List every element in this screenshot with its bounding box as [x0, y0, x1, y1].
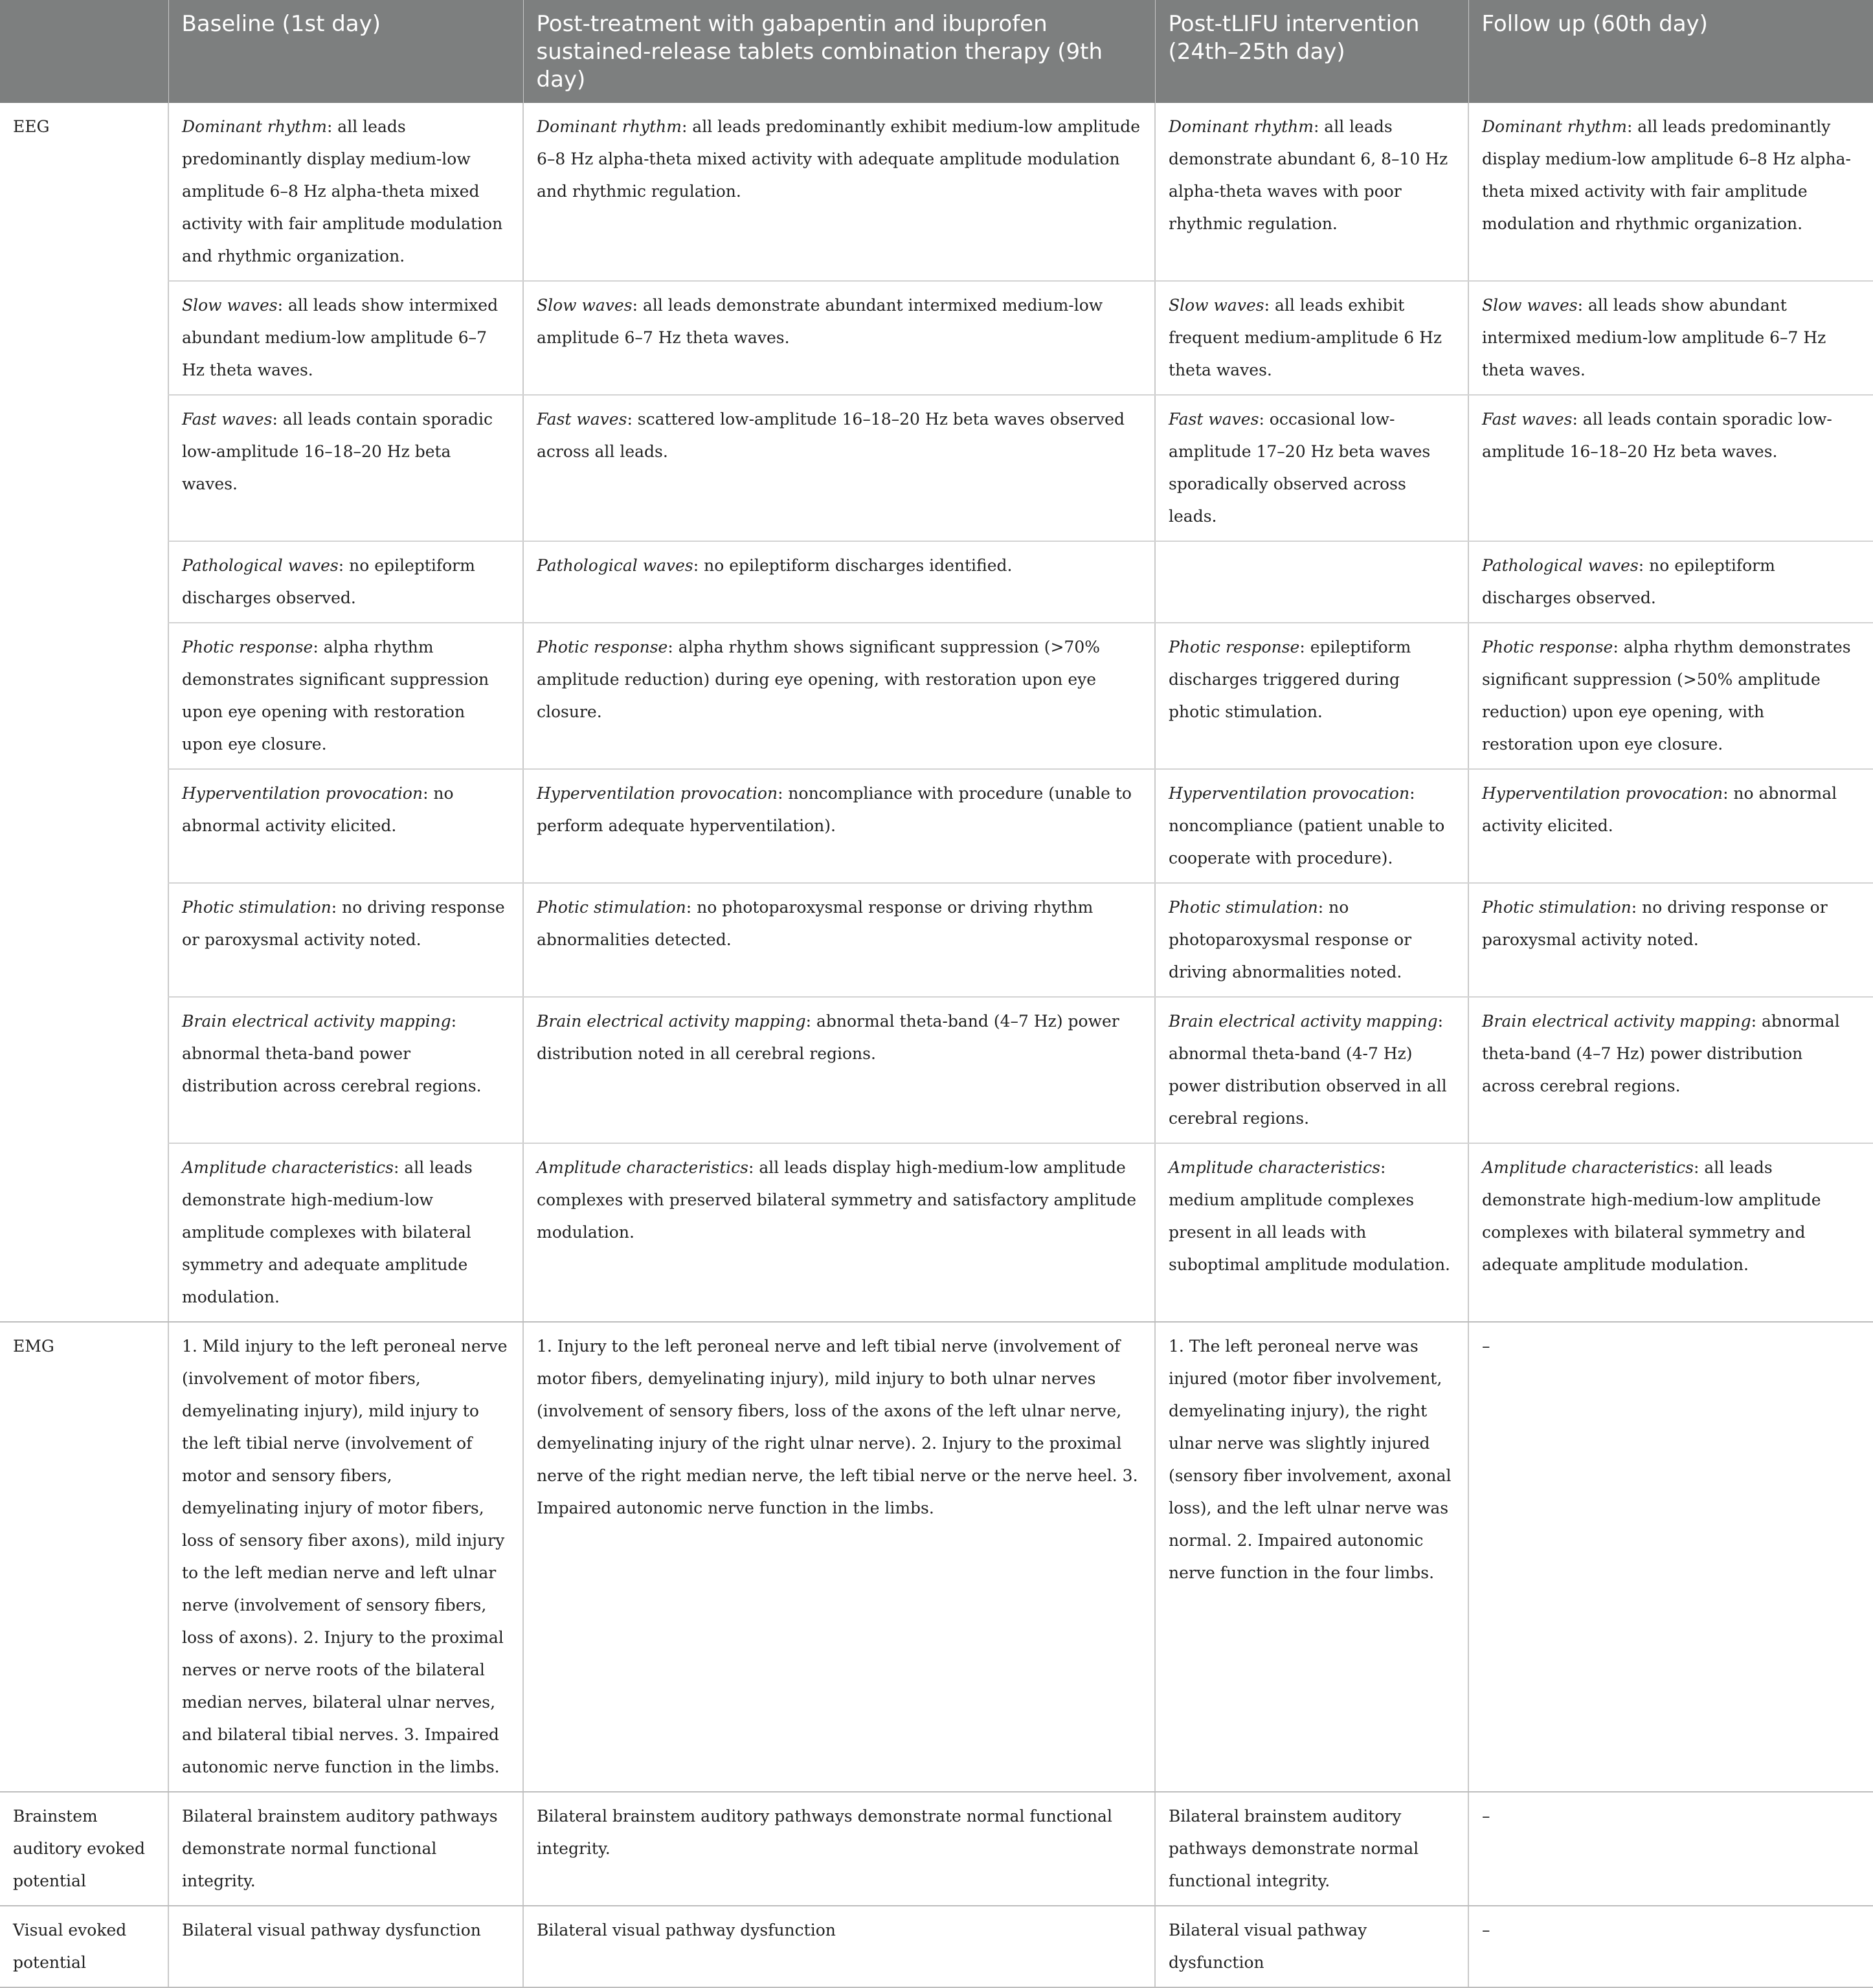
- cell-term: Photic stimulation: [1169, 898, 1318, 917]
- cell-text: : abnormal theta-band (4-7 Hz) power distribution observed in all cerebral regions.: [1169, 1012, 1447, 1128]
- table-header: [0, 0, 1873, 103]
- cell-text: : alpha rhythm demonstrates significant suppression upon eye opening with restoration upon eye closure.: [182, 638, 489, 754]
- table-cell: [523, 1143, 1155, 1322]
- row-label-eeg: EEG: [0, 103, 168, 1322]
- table-cell: [1468, 883, 1873, 997]
- table-cell: 1. Mild injury to the left peroneal nerve (involvement of motor fibers, demyelinating injury), mild injury to the left tibial nerve (involvement of motor and sensory fibers, demyelinating injury of motor fibers, loss of sensory fiber axons), mild injury to the left median nerve and left ulnar nerve (involvement of sensory fibers, loss of axons). 2. Injury to the proximal nerves or nerve roots of the bilateral median nerves, bilateral ulnar nerves, and bilateral tibial nerves. 3. Impaired autonomic nerve function in the limbs.: [168, 1322, 523, 1792]
- cell-term: Slow waves: [537, 296, 633, 315]
- cell-term: Hyperventilation provocation: [537, 784, 778, 803]
- cell-term: Amplitude characteristics: [1169, 1158, 1381, 1177]
- table-cell: [523, 883, 1155, 997]
- table-cell-empty: [1155, 541, 1468, 623]
- table-cell: [168, 541, 523, 623]
- table-row: [0, 1906, 1873, 1987]
- table-cell: [1155, 883, 1468, 997]
- header-follow-up: Follow up (60th day): [1468, 0, 1873, 103]
- table-cell: [523, 623, 1155, 769]
- cell-text: : abnormal theta-band (4–7 Hz) power distribution noted in all cerebral regions.: [537, 1012, 1119, 1063]
- cell-term: Photic stimulation: [182, 898, 331, 917]
- table-row: [0, 623, 1873, 769]
- table-cell: [168, 623, 523, 769]
- cell-text: : no photoparoxysmal response or driving abnormalities noted.: [1169, 898, 1412, 981]
- row-label-baep: Brainstem auditory evoked potential: [0, 1792, 168, 1906]
- table-cell: [1155, 281, 1468, 395]
- table-row: [0, 997, 1873, 1143]
- cell-text: : alpha rhythm shows significant suppression (>70% amplitude reduction) during eye opening, with restoration upon eye closure.: [537, 638, 1100, 721]
- cell-term: Hyperventilation provocation: [1482, 784, 1723, 803]
- cell-text: : noncompliance (patient unable to cooperate with procedure).: [1169, 784, 1445, 867]
- header-row: [0, 0, 1873, 103]
- cell-text: : all leads demonstrate abundant 6, 8–10 Hz alpha-theta waves with poor rhythmic regulation.: [1169, 117, 1448, 233]
- cell-term: Amplitude characteristics: [1482, 1158, 1694, 1177]
- cell-text: : no epileptiform discharges observed.: [182, 556, 475, 607]
- cell-term: Pathological waves: [182, 556, 339, 575]
- cell-term: Brain electrical activity mapping: [182, 1012, 451, 1031]
- cell-text: : no driving response or paroxysmal activity noted.: [182, 898, 505, 949]
- table-cell: [523, 281, 1155, 395]
- table-cell: –: [1468, 1906, 1873, 1987]
- table-cell: [168, 103, 523, 281]
- cell-term: Fast waves: [537, 410, 627, 429]
- table-row: [0, 103, 1873, 281]
- cell-text: : no epileptiform discharges identified.: [693, 556, 1013, 575]
- table-cell: Bilateral visual pathway dysfunction: [168, 1906, 523, 1987]
- cell-text: : abnormal theta-band (4–7 Hz) power distribution across cerebral regions.: [1482, 1012, 1840, 1095]
- cell-text: : medium amplitude complexes present in all leads with suboptimal amplitude modulation.: [1169, 1158, 1450, 1274]
- table-cell: [1155, 997, 1468, 1143]
- table-cell: [523, 997, 1155, 1143]
- header-baseline: Baseline (1st day): [168, 0, 523, 103]
- table-cell: –: [1468, 1792, 1873, 1906]
- table-row: [0, 883, 1873, 997]
- table-row: [0, 281, 1873, 395]
- cell-term: Brain electrical activity mapping: [1169, 1012, 1438, 1031]
- table-cell: [168, 281, 523, 395]
- cell-text: : all leads demonstrate high-medium-low amplitude complexes with bilateral symmetry and adequate amplitude modulation.: [182, 1158, 473, 1306]
- cell-text: : all leads demonstrate abundant intermixed medium-low amplitude 6–7 Hz theta waves.: [537, 296, 1103, 347]
- cell-term: Dominant rhythm: [1169, 117, 1314, 136]
- cell-term: Fast waves: [1169, 410, 1259, 429]
- cell-term: Photic response: [1482, 638, 1613, 656]
- row-label-emg: EMG: [0, 1322, 168, 1792]
- cell-term: Slow waves: [1169, 296, 1264, 315]
- cell-term: Slow waves: [1482, 296, 1578, 315]
- cell-text: : all leads exhibit frequent medium-amplitude 6 Hz theta waves.: [1169, 296, 1442, 379]
- cell-term: Hyperventilation provocation: [182, 784, 423, 803]
- table-cell: Bilateral visual pathway dysfunction: [1155, 1906, 1468, 1987]
- cell-term: Photic response: [537, 638, 668, 656]
- table-row: [0, 541, 1873, 623]
- table-row: [0, 1143, 1873, 1322]
- table-body: [0, 103, 1873, 1987]
- table-cell: [168, 769, 523, 883]
- table-row: [0, 769, 1873, 883]
- table-row: [0, 1792, 1873, 1906]
- cell-text: : all leads contain sporadic low-amplitude 16–18–20 Hz beta waves.: [182, 410, 493, 493]
- cell-text: : no epileptiform discharges observed.: [1482, 556, 1775, 607]
- table-cell: [1155, 769, 1468, 883]
- cell-term: Photic response: [182, 638, 313, 656]
- cell-term: Brain electrical activity mapping: [537, 1012, 806, 1031]
- table-cell: [1468, 623, 1873, 769]
- table-cell: [168, 883, 523, 997]
- table-cell: Bilateral brainstem auditory pathways demonstrate normal functional integrity.: [168, 1792, 523, 1906]
- cell-term: Pathological waves: [1482, 556, 1639, 575]
- table-cell: [168, 997, 523, 1143]
- cell-term: Brain electrical activity mapping: [1482, 1012, 1751, 1031]
- table-cell: 1. The left peroneal nerve was injured (motor fiber involvement, demyelinating injury), the right ulnar nerve was slightly injured (sensory fiber involvement, axonal loss), and the left ulnar nerve was normal. 2. Impaired autonomic nerve function in the four limbs.: [1155, 1322, 1468, 1792]
- cell-term: Fast waves: [182, 410, 273, 429]
- cell-text: : all leads contain sporadic low-amplitude 16–18–20 Hz beta waves.: [1482, 410, 1832, 461]
- cell-text: : all leads predominantly exhibit medium-low amplitude 6–8 Hz alpha-theta mixed activity with adequate amplitude modulation and rhythmic regulation.: [537, 117, 1141, 201]
- table-cell: [1468, 103, 1873, 281]
- table-cell: [1468, 997, 1873, 1143]
- cell-text: : scattered low-amplitude 16–18–20 Hz beta waves observed across all leads.: [537, 410, 1125, 461]
- cell-term: Photic response: [1169, 638, 1300, 656]
- cell-term: Photic stimulation: [1482, 898, 1632, 917]
- table-cell: [168, 1143, 523, 1322]
- table-cell: Bilateral brainstem auditory pathways demonstrate normal functional integrity.: [523, 1792, 1155, 1906]
- cell-term: Dominant rhythm: [182, 117, 327, 136]
- table-cell: [1155, 623, 1468, 769]
- table-cell: [523, 395, 1155, 541]
- header-corner: [0, 0, 168, 103]
- table-cell: [1468, 541, 1873, 623]
- table-cell: Bilateral brainstem auditory pathways demonstrate normal functional integrity.: [1155, 1792, 1468, 1906]
- cell-text: : all leads predominantly display medium-low amplitude 6–8 Hz alpha-theta mixed activity with fair amplitude modulation and rhythmic organization.: [182, 117, 503, 265]
- table-cell: [1468, 281, 1873, 395]
- table-cell: [523, 541, 1155, 623]
- table-cell: 1. Injury to the left peroneal nerve and left tibial nerve (involvement of motor fibers, demyelinating injury), mild injury to both ulnar nerves (involvement of sensory fibers, loss of the axons of the left ulnar nerve, demyelinating injury of the right ulnar nerve). 2. Injury to the proximal nerve of the right median nerve, the left tibial nerve or the nerve heel. 3. Impaired autonomic nerve function in the limbs.: [523, 1322, 1155, 1792]
- cell-term: Dominant rhythm: [537, 117, 682, 136]
- table-cell: [1468, 395, 1873, 541]
- table-cell: [1155, 103, 1468, 281]
- cell-term: Amplitude characteristics: [182, 1158, 394, 1177]
- cell-term: Amplitude characteristics: [537, 1158, 749, 1177]
- table-cell: Bilateral visual pathway dysfunction: [523, 1906, 1155, 1987]
- table-cell: –: [1468, 1322, 1873, 1792]
- cell-text: : all leads show abundant intermixed medium-low amplitude 6–7 Hz theta waves.: [1482, 296, 1826, 379]
- cell-text: : all leads demonstrate high-medium-low amplitude complexes with bilateral symmetry and adequate amplitude modulation.: [1482, 1158, 1821, 1274]
- cell-text: : no photoparoxysmal response or driving rhythm abnormalities detected.: [537, 898, 1094, 949]
- cell-term: Fast waves: [1482, 410, 1573, 429]
- cell-text: : epileptiform discharges triggered during photic stimulation.: [1169, 638, 1411, 721]
- cell-text: : abnormal theta-band power distribution across cerebral regions.: [182, 1012, 482, 1095]
- cell-text: : all leads display high-medium-low amplitude complexes with preserved bilateral symmetry and satisfactory amplitude modulation.: [537, 1158, 1137, 1242]
- table-cell: [1155, 1143, 1468, 1322]
- cell-text: : no abnormal activity elicited.: [182, 784, 454, 835]
- cell-term: Slow waves: [182, 296, 278, 315]
- table-cell: [523, 769, 1155, 883]
- cell-text: : all leads show intermixed abundant medium-low amplitude 6–7 Hz theta waves.: [182, 296, 499, 379]
- cell-text: : occasional low-amplitude 17–20 Hz beta waves sporadically observed across leads.: [1169, 410, 1431, 526]
- header-post-tlifu: Post-tLIFU intervention (24th–25th day): [1155, 0, 1468, 103]
- cell-term: Hyperventilation provocation: [1169, 784, 1410, 803]
- cell-text: : noncompliance with procedure (unable to perform adequate hyperventilation).: [537, 784, 1132, 835]
- table-row: [0, 395, 1873, 541]
- table-cell: [1155, 395, 1468, 541]
- cell-text: : alpha rhythm demonstrates significant suppression (>50% amplitude reduction) upon eye opening, with restoration upon eye closure.: [1482, 638, 1851, 754]
- row-label-vep: Visual evoked potential: [0, 1906, 168, 1987]
- cell-term: Dominant rhythm: [1482, 117, 1627, 136]
- header-post-treatment: Post-treatment with gabapentin and ibuprofen sustained-release tablets combination therapy (9th day): [523, 0, 1155, 103]
- table-cell: [168, 395, 523, 541]
- cell-text: : no driving response or paroxysmal activity noted.: [1482, 898, 1828, 949]
- cell-term: Pathological waves: [537, 556, 693, 575]
- cell-text: : all leads predominantly display medium-low amplitude 6–8 Hz alpha-theta mixed activity with fair amplitude modulation and rhythmic organization.: [1482, 117, 1851, 233]
- cell-term: Photic stimulation: [537, 898, 686, 917]
- table-row: [0, 1322, 1873, 1792]
- cell-text: : no abnormal activity elicited.: [1482, 784, 1837, 835]
- table-cell: [1468, 769, 1873, 883]
- table-cell: [523, 103, 1155, 281]
- table-cell: [1468, 1143, 1873, 1322]
